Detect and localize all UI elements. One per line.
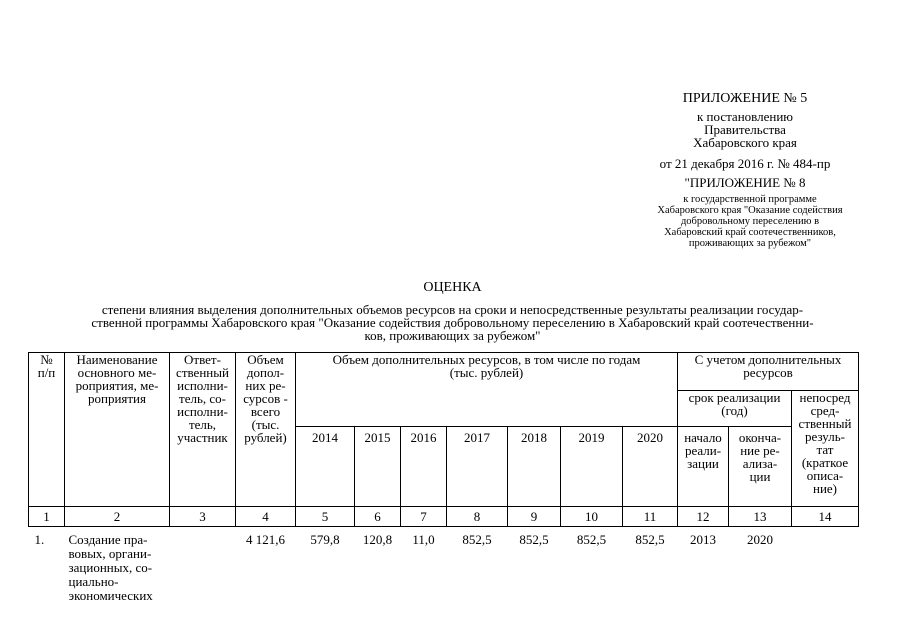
row-name: Создание пра- вовых, органи- зационных, со- циально- экономических [68, 532, 153, 603]
row-year-value: 120,8 [362, 532, 393, 547]
table-row [29, 527, 859, 604]
header-total: Объем допол- них ре- сурсов - всего (тыс. рублей) [236, 353, 296, 507]
column-number: 8 [447, 507, 508, 527]
header-year: 2019 [561, 427, 623, 507]
header-result: непосред сред- ственный резуль- тат (краткое описа- ние) [792, 391, 859, 507]
header-extra-group: С учетом дополнительных ресурсов [678, 353, 859, 391]
header-years-group: Объем дополнительных ресурсов, в том числе по годам (тыс. рублей) [296, 353, 678, 427]
header-start: начало реали- зации [678, 427, 729, 507]
row-total: 4 121,6 [246, 532, 285, 547]
column-number: 11 [623, 507, 678, 527]
header-year: 2018 [508, 427, 561, 507]
row-end: 2020 [747, 532, 773, 547]
appendix-sub: добровольному переселению в [680, 216, 820, 227]
appendix-sub: к государственной программе [683, 194, 817, 205]
document-subtitle-line: ственной программы Хабаровского края "Оказание содействия добровольному переселению в Хабаровский край соотечественни- [91, 315, 814, 330]
appendix-title-8: "ПРИЛОЖЕНИЕ № 8 [684, 175, 806, 190]
header-period: срок реализации (год) [678, 391, 792, 427]
header-year: 2016 [401, 427, 447, 507]
assessment-table [28, 352, 859, 603]
row-result [792, 527, 859, 604]
column-number: 5 [296, 507, 355, 527]
header-year: 2020 [623, 427, 678, 507]
document-subtitle-line: степени влияния выделения дополнительных объемов ресурсов на сроки и непосредственные результаты реализации государ- [101, 302, 804, 317]
appendix-line: Правительства [704, 122, 786, 137]
column-number: 13 [729, 507, 792, 527]
column-number: 1 [29, 507, 65, 527]
appendix-sub: Хабаровского края "Оказание содействия [657, 205, 843, 216]
row-year-value: 852,5 [576, 532, 607, 547]
document-title: ОЦЕНКА [423, 280, 482, 295]
column-number: 4 [236, 507, 296, 527]
column-number: 9 [508, 507, 561, 527]
row-year-value: 852,5 [462, 532, 492, 547]
header-year: 2015 [355, 427, 401, 507]
row-num: 1. [34, 532, 45, 547]
column-number: 2 [65, 507, 170, 527]
header-end: оконча- ние ре- ализа- ции [729, 427, 792, 507]
column-number: 7 [401, 507, 447, 527]
column-number: 3 [170, 507, 236, 527]
header-name: Наименование основного ме- роприятия, ме- роприятия [65, 353, 170, 507]
column-number: 10 [561, 507, 623, 527]
row-responsible [170, 527, 236, 604]
column-number: 6 [355, 507, 401, 527]
row-year-value: 11,0 [412, 532, 435, 547]
header-responsible: Ответ- ственный исполни- тель, со- исполни- тель, участник [170, 353, 236, 507]
appendix-sub: проживающих за рубежом" [688, 238, 812, 249]
column-number: 12 [678, 507, 729, 527]
header-year: 2014 [296, 427, 355, 507]
header-num: № п/п [29, 353, 65, 507]
document-subtitle-line: ков, проживающих за рубежом" [364, 328, 541, 343]
appendix-line: к постановлению [696, 109, 794, 124]
appendix-sub: Хабаровский край соотечественников, [664, 227, 836, 238]
appendix-title: ПРИЛОЖЕНИЕ № 5 [682, 91, 808, 106]
appendix-date: от 21 декабря 2016 г. № 484-пр [659, 156, 831, 171]
row-year-value: 852,5 [635, 532, 665, 547]
row-start: 2013 [690, 532, 716, 547]
row-year-value: 579,8 [310, 532, 340, 547]
row-year-value: 852,5 [519, 532, 549, 547]
header-year: 2017 [447, 427, 508, 507]
appendix-line: Хабаровского края [693, 135, 797, 150]
column-number: 14 [792, 507, 859, 527]
